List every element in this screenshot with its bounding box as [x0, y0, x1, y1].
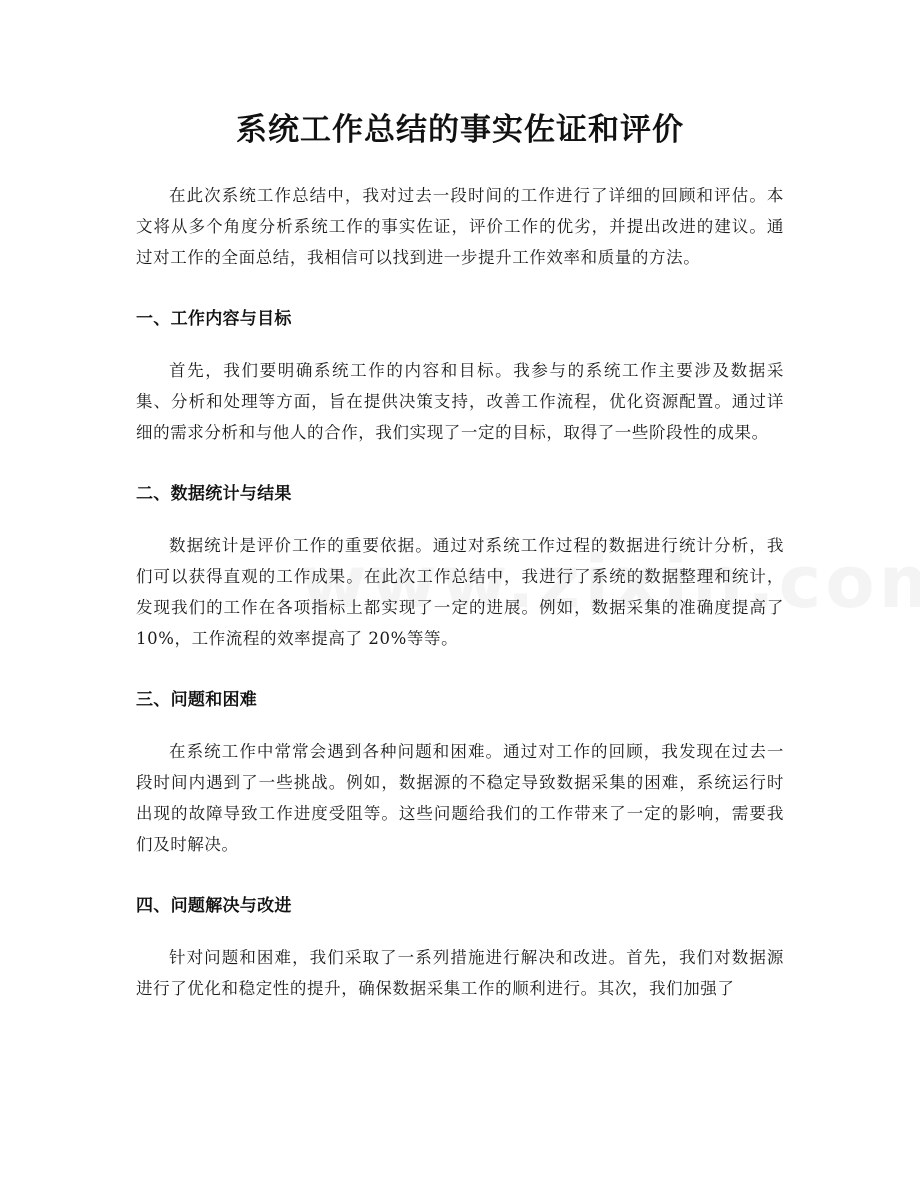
section-paragraph-4: 针对问题和困难，我们采取了一系列措施进行解决和改进。首先，我们对数据源进行了优化和稳定性的提升，确保数据采集工作的顺利进行。其次，我们加强了 [136, 948, 784, 998]
section-heading-1: 一、工作内容与目标 [136, 309, 292, 329]
intro-paragraph: 在此次系统工作总结中，我对过去一段时间的工作进行了详细的回顾和评估。本文将从多个角度分析系统工作的事实佐证，评价工作的优劣，并提出改进的建议。通过对工作的全面总结，我相信可以找到进一步提升工作效率和质量的方法。 [136, 186, 784, 267]
section-paragraph-2: 数据统计是评价工作的重要依据。通过对系统工作过程的数据进行统计分析，我们可以获得直观的工作成果。在此次工作总结中，我进行了系统的数据整理和统计，发现我们的工作在各项指标上都实现了一定的进展。例如，数据采集的准确度提高了 10%，工作流程的效率提高了 20%等等。 [136, 536, 784, 648]
document-title: 系统工作总结的事实佐证和评价 [236, 112, 684, 148]
section-heading-4: 四、问题解决与改进 [136, 896, 292, 916]
document-body [136, 180, 784, 1036]
section-paragraph-1: 首先，我们要明确系统工作的内容和目标。我参与的系统工作主要涉及数据采集、分析和处理等方面，旨在提供决策支持，改善工作流程，优化资源配置。通过详细的需求分析和与他人的合作，我们实现了一定的目标，取得了一些阶段性的成果。 [136, 361, 784, 442]
section-heading-2: 二、数据统计与结果 [136, 484, 292, 504]
section-heading-3: 三、问题和困难 [136, 690, 258, 710]
section-paragraph-3: 在系统工作中常常会遇到各种问题和困难。通过对工作的回顾，我发现在过去一段时间内遇到了一些挑战。例如，数据源的不稳定导致数据采集的困难，系统运行时出现的故障导致工作进度受阻等。这些问题给我们的工作带来了一定的影响，需要我们及时解决。 [136, 742, 784, 854]
